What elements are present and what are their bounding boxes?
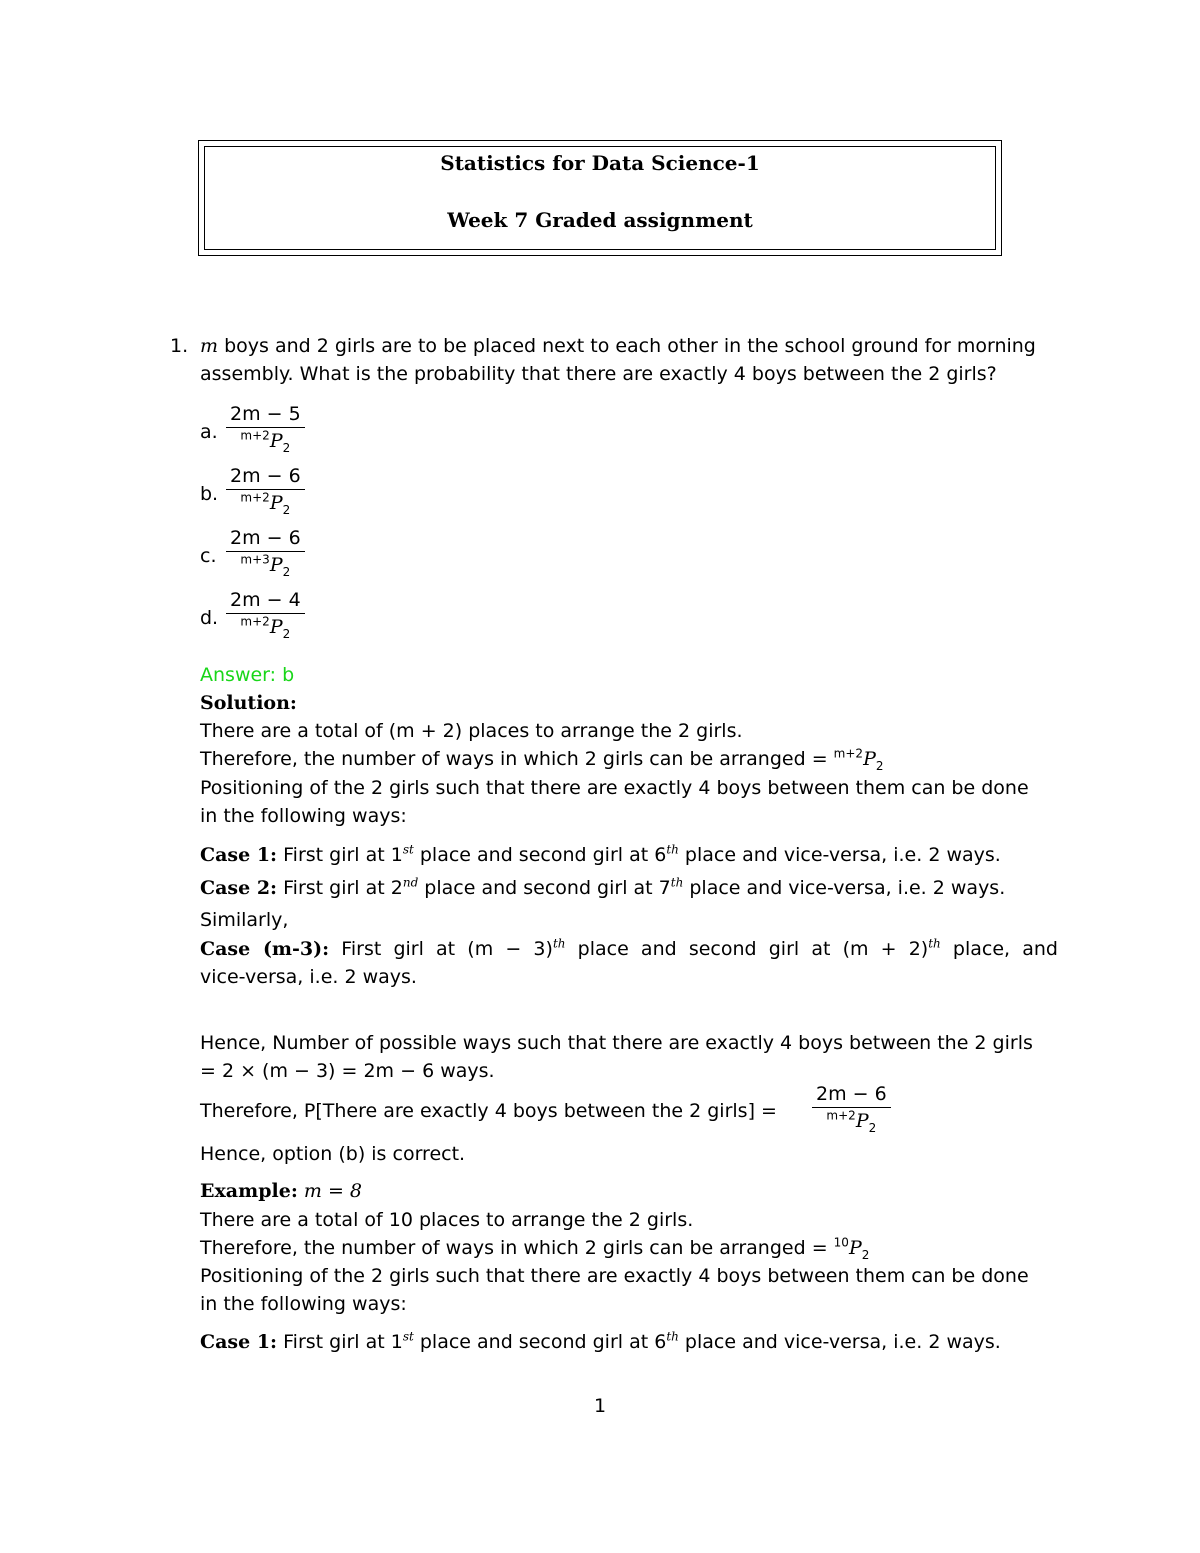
example-case-1: Case 1: First girl at 1st place and second girl at 6th place and vice-versa, i.e. 2 ways. (200, 1329, 1001, 1353)
solution-hence-option: Hence, option (b) is correct. (200, 1143, 466, 1165)
option-b-label[interactable]: b. (200, 483, 219, 505)
question-line-1 (200, 332, 1036, 360)
solution-case-m-3-line-2: vice-versa, i.e. 2 ways. (200, 966, 417, 988)
example-line-4: in the following ways: (200, 1293, 407, 1315)
solution-heading: Solution: (200, 692, 297, 714)
example-heading: Example: m = 8 (200, 1180, 362, 1202)
answer-text: Answer: b (200, 664, 295, 686)
option-a-fraction[interactable] (226, 401, 305, 454)
page-number: 1 (594, 1395, 607, 1417)
option-b-numerator: 2m − 6 (230, 465, 301, 487)
question-text-1: boys and 2 girls are to be placed next to each other in the school ground for morning (218, 335, 1036, 357)
solution-hence-line-1: Hence, Number of possible ways such that there are exactly 4 boys between the 2 girls (200, 1032, 1033, 1054)
question-var-m: m (200, 335, 219, 357)
title-box (198, 140, 1002, 256)
option-d-label[interactable]: d. (200, 607, 219, 629)
solution-fraction-numerator: 2m − 6 (816, 1083, 887, 1105)
option-c-label[interactable]: c. (200, 545, 217, 567)
option-c-fraction[interactable] (226, 525, 305, 578)
solution-line-4: in the following ways: (200, 805, 407, 827)
option-d-fraction[interactable] (226, 587, 305, 640)
solution-case-1: Case 1: First girl at 1st place and second girl at 6th place and vice-versa, i.e. 2 ways. (200, 842, 1001, 866)
option-c-numerator: 2m − 6 (230, 527, 301, 549)
option-b-fraction[interactable] (226, 463, 305, 516)
document-subtitle: Week 7 Graded assignment (447, 208, 753, 232)
example-line-2: Therefore, the number of ways in which 2 girls can be arranged = $^{10}P_2$ (200, 1235, 870, 1262)
solution-case-m-3: Case (m-3): First girl at $(m - 3)^{th}$ place and second girl at $(m + 2)^{th}$ place, and (200, 936, 1058, 960)
solution-similarly: Similarly, (200, 909, 289, 931)
solution-probability-statement: Therefore, P[There are exactly 4 boys between the 2 girls] = (200, 1100, 777, 1122)
solution-probability-fraction (812, 1081, 891, 1134)
question-number: 1. (170, 335, 189, 357)
option-a-denominator: $^{m+2}P_2$ (226, 427, 305, 454)
example-line-3: Positioning of the 2 girls such that there are exactly 4 boys between them can be done (200, 1265, 1029, 1287)
option-c-denominator: $^{m+3}P_2$ (226, 551, 305, 578)
option-d-numerator: 2m − 4 (230, 589, 301, 611)
option-d-denominator: $^{m+2}P_2$ (226, 613, 305, 640)
solution-fraction-denominator: $^{m+2}P_2$ (812, 1107, 891, 1134)
option-a-numerator: 2m − 5 (230, 403, 301, 425)
question-line-2: assembly. What is the probability that there are exactly 4 boys between the 2 girls? (200, 363, 997, 385)
solution-line-2: Therefore, the number of ways in which 2 girls can be arranged = $^{m+2}P_2$ (200, 746, 884, 773)
option-a-label[interactable]: a. (200, 421, 218, 443)
option-b-denominator: $^{m+2}P_2$ (226, 489, 305, 516)
document-title: Statistics for Data Science-1 (440, 151, 760, 175)
solution-line-3: Positioning of the 2 girls such that there are exactly 4 boys between them can be done (200, 777, 1029, 799)
solution-hence-line-2: = 2 × (m − 3) = 2m − 6 ways. (200, 1060, 495, 1082)
example-line-1: There are a total of 10 places to arrange the 2 girls. (200, 1209, 694, 1231)
solution-line-1: There are a total of (m + 2) places to arrange the 2 girls. (200, 720, 743, 742)
solution-case-2: Case 2: First girl at 2nd place and second girl at 7th place and vice-versa, i.e. 2 ways. (200, 875, 1006, 899)
